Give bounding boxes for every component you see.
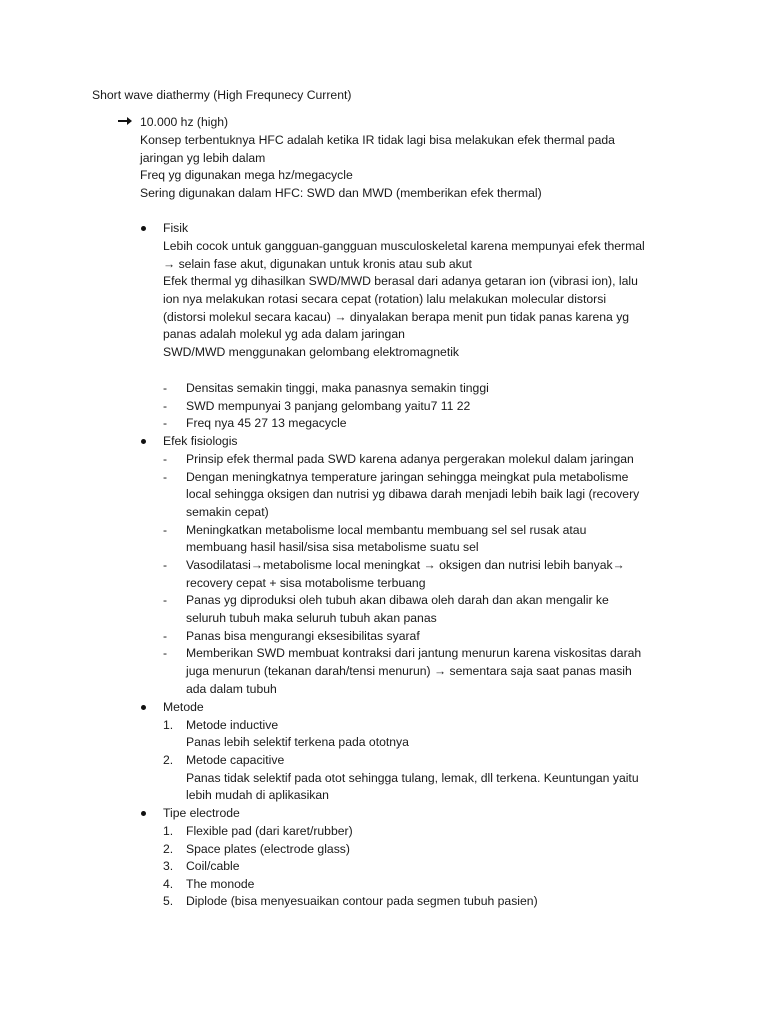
list-number: 3. bbox=[163, 859, 174, 873]
fisik-line: Lebih cocok untuk gangguan-gangguan musculoskeletal karena mempunyai efek thermal bbox=[163, 239, 645, 253]
intro-line: jaringan yg lebih dalam bbox=[140, 151, 266, 165]
efek-line: membuang hasil hasil/sisa sisa metabolisme suatu sel bbox=[186, 540, 479, 554]
list-number: 1. bbox=[163, 824, 174, 838]
dash-bullet: - bbox=[163, 452, 168, 466]
intro-line: Konsep terbentuknya HFC adalah ketika IR tidak lagi bisa melakukan efek thermal pada bbox=[140, 133, 615, 147]
tipe-item: Coil/cable bbox=[186, 859, 240, 873]
section-heading-metode: Metode bbox=[163, 700, 204, 714]
fisik-dash-item: SWD mempunyai 3 panjang gelombang yaitu7 11 22 bbox=[186, 399, 471, 413]
dash-bullet: - bbox=[163, 629, 168, 643]
fisik-dash-item: Densitas semakin tinggi, maka panasnya semakin tinggi bbox=[186, 381, 489, 395]
fisik-line: (distorsi molekul secara kacau) → dinyalakan berapa menit pun tidak panas karena yg bbox=[163, 310, 630, 324]
efek-line: local sehingga oksigen dan nutrisi yg dibawa darah menjadi lebih baik lagi (recovery bbox=[186, 487, 640, 501]
bullet-dot-icon bbox=[141, 439, 146, 444]
fisik-line: → selain fase akut, digunakan untuk kronis atau sub akut bbox=[163, 257, 472, 271]
fisik-line: panas adalah molekul yg ada dalam jaringan bbox=[163, 327, 405, 341]
efek-line: seluruh tubuh maka seluruh tubuh akan panas bbox=[186, 611, 437, 625]
list-number: 5. bbox=[163, 894, 174, 908]
list-number: 1. bbox=[163, 718, 174, 732]
efek-line: semakin cepat) bbox=[186, 505, 269, 519]
bullet-dot-icon bbox=[141, 705, 146, 710]
tipe-item: The monode bbox=[186, 877, 255, 891]
dash-bullet: - bbox=[163, 470, 168, 484]
document-title: Short wave diathermy (High Frequnecy Current) bbox=[92, 88, 352, 102]
efek-line: Memberikan SWD membuat kontraksi dari jantung menurun karena viskositas darah bbox=[186, 646, 642, 660]
intro-line: Freq yg digunakan mega hz/megacycle bbox=[140, 168, 353, 182]
metode-line: Metode capacitive bbox=[186, 753, 285, 767]
efek-line: ada dalam tubuh bbox=[186, 682, 277, 696]
efek-line: juga menurun (tekanan darah/tensi menurun) → sementara saja saat panas masih bbox=[186, 664, 632, 678]
efek-line: Dengan meningkatnya temperature jaringan sehingga meingkat pula metabolisme bbox=[186, 470, 629, 484]
dash-bullet: - bbox=[163, 558, 168, 572]
list-number: 4. bbox=[163, 877, 174, 891]
list-number: 2. bbox=[163, 842, 174, 856]
section-heading-tipe: Tipe electrode bbox=[163, 806, 240, 820]
bullet-dot-icon bbox=[141, 226, 146, 231]
bullet-dot-icon bbox=[141, 811, 146, 816]
fisik-line: ion nya melakukan rotasi secara cepat (rotation) lalu melakukan molecular distorsi bbox=[163, 292, 607, 306]
fisik-dash-item: Freq nya 45 27 13 megacycle bbox=[186, 416, 347, 430]
section-heading-fisik: Fisik bbox=[163, 221, 189, 235]
tipe-item: Space plates (electrode glass) bbox=[186, 842, 350, 856]
arrow-bullet-icon bbox=[118, 115, 132, 127]
efek-line: Panas yg diproduksi oleh tubuh akan dibawa oleh darah dan akan mengalir ke bbox=[186, 593, 609, 607]
efek-line: Meningkatkan metabolisme local membantu membuang sel sel rusak atau bbox=[186, 523, 587, 537]
list-number: 2. bbox=[163, 753, 174, 767]
dash-bullet: - bbox=[163, 381, 168, 395]
intro-line: Sering digunakan dalam HFC: SWD dan MWD (memberikan efek thermal) bbox=[140, 186, 542, 200]
dash-bullet: - bbox=[163, 593, 168, 607]
efek-line: Panas bisa mengurangi eksesibilitas syaraf bbox=[186, 629, 420, 643]
dash-bullet: - bbox=[163, 416, 168, 430]
efek-line: Vasodilatasi→metabolisme local meningkat → oksigen dan nutrisi lebih banyak→ bbox=[186, 558, 625, 572]
tipe-item: Flexible pad (dari karet/rubber) bbox=[186, 824, 353, 838]
dash-bullet: - bbox=[163, 523, 168, 537]
metode-line: lebih mudah di aplikasikan bbox=[186, 788, 329, 802]
fisik-line: SWD/MWD menggunakan gelombang elektromagnetik bbox=[163, 345, 460, 359]
section-heading-efek: Efek fisiologis bbox=[163, 434, 238, 448]
efek-line: Prinsip efek thermal pada SWD karena adanya pergerakan molekul dalam jaringan bbox=[186, 452, 634, 466]
metode-line: Panas lebih selektif terkena pada ototnya bbox=[186, 735, 409, 749]
fisik-line: Efek thermal yg dihasilkan SWD/MWD berasal dari adanya getaran ion (vibrasi ion), lalu bbox=[163, 274, 638, 288]
metode-line: Panas tidak selektif pada otot sehingga tulang, lemak, dll terkena. Keuntungan yaitu bbox=[186, 771, 639, 785]
intro-line: 10.000 hz (high) bbox=[140, 115, 229, 129]
dash-bullet: - bbox=[163, 646, 168, 660]
efek-line: recovery cepat + sisa motabolisme terbuang bbox=[186, 576, 426, 590]
tipe-item: Diplode (bisa menyesuaikan contour pada segmen tubuh pasien) bbox=[186, 894, 538, 908]
metode-line: Metode inductive bbox=[186, 718, 279, 732]
dash-bullet: - bbox=[163, 399, 168, 413]
